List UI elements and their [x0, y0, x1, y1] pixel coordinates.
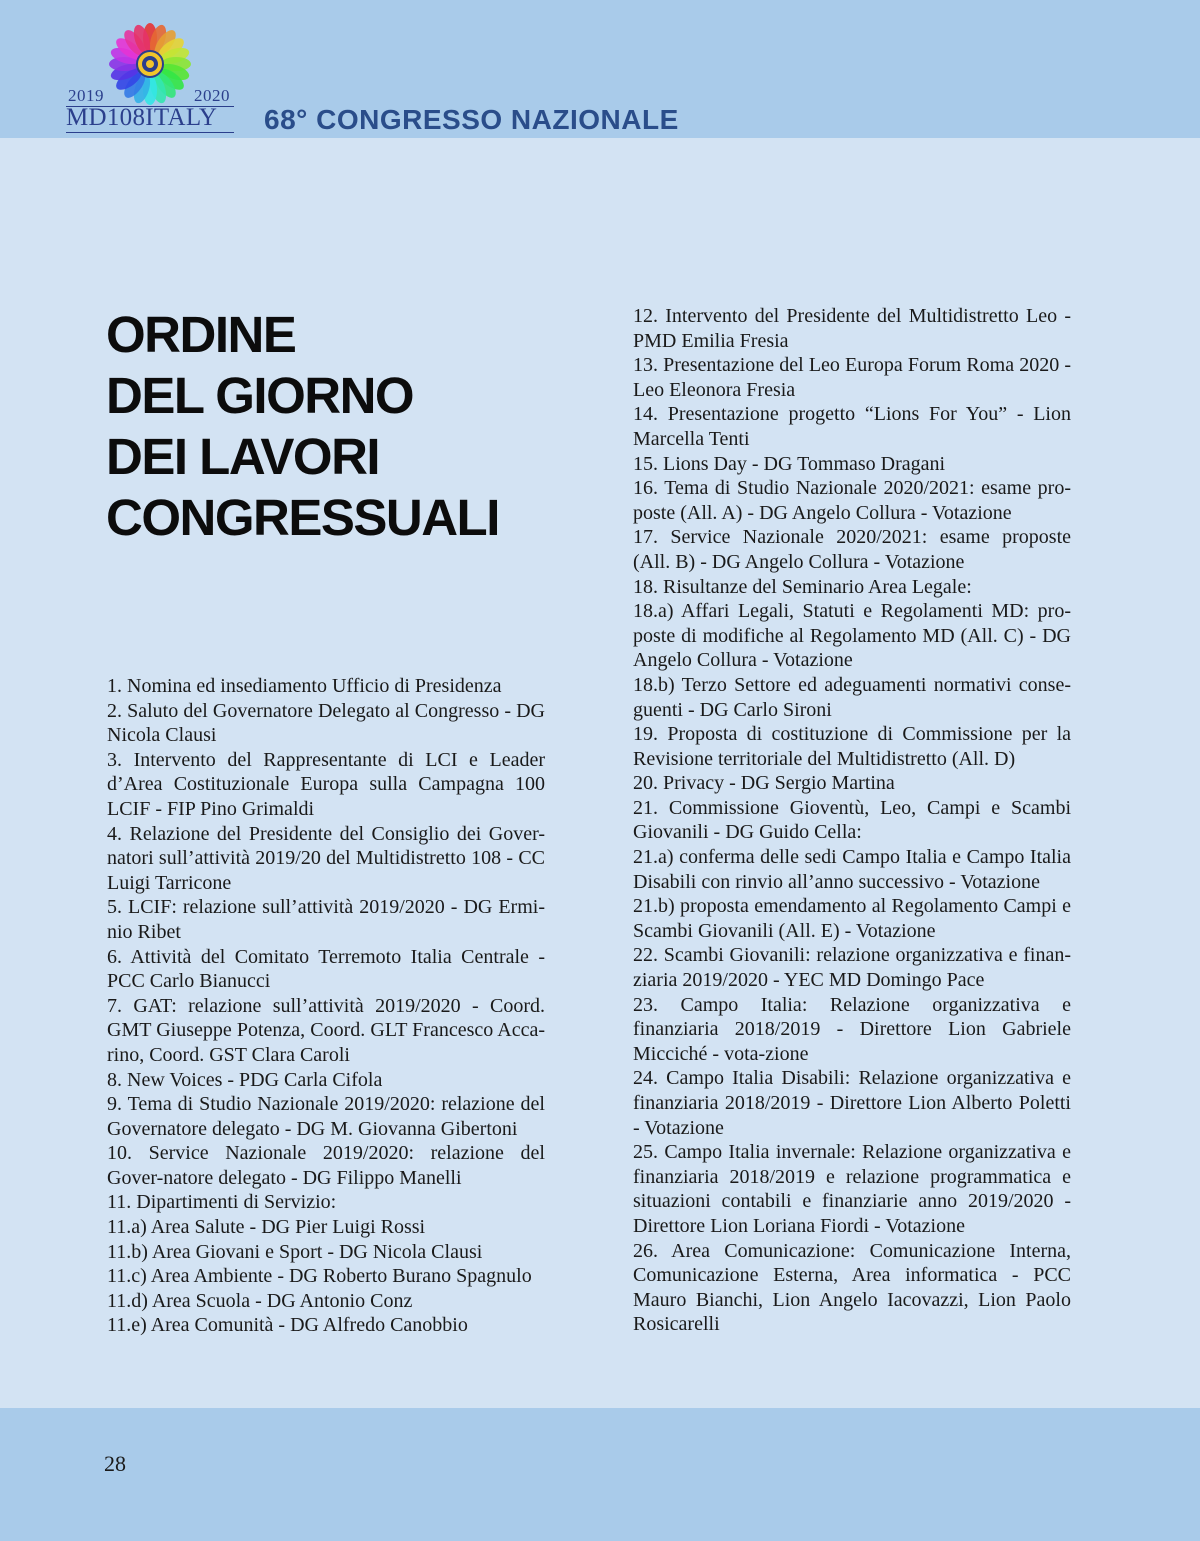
agenda-item: 11.e) Area Comunità - DG Alfredo Canobbio [107, 1314, 468, 1337]
agenda-item: 16. Tema di Studio Nazionale 2020/2021: esame pro-poste (All. A) - DG Angelo Collura - Votazione [633, 477, 1071, 524]
agenda-item: 20. Privacy - DG Sergio Martina [633, 772, 895, 795]
agenda-column-right [633, 304, 1071, 1337]
agenda-item: 11. Dipartimenti di Servizio: [107, 1191, 337, 1214]
page-title-line: ORDINE [106, 306, 296, 363]
agenda-item: 14. Presentazione progetto “Lions For You” - Lion Marcella Tenti [633, 403, 1071, 450]
agenda-item: 2. Saluto del Governatore Delegato al Congresso - DG Nicola Clausi [107, 699, 545, 747]
agenda-item: 21. Commissione Gioventù, Leo, Campi e Scambi Giovanili - DG Guido Cella: [633, 796, 1071, 844]
agenda-item: 18. Risultanze del Seminario Area Legale: [633, 575, 972, 598]
agenda-item: 11.c) Area Ambiente - DG Roberto Burano Spagnulo [107, 1265, 532, 1288]
logo-brand: MD108ITALY [66, 104, 218, 131]
agenda-item: 19. Proposta di costituzione di Commissione per la Revisione territoriale del Multidistretto (All. D) [633, 723, 1071, 770]
agenda-item: 17. Service Nazionale 2020/2021: esame proposte (All. B) - DG Angelo Collura - Votazione [633, 526, 1071, 573]
agenda-item: 3. Intervento del Rappresentante di LCI e Leader d’Area Costituzionale Europa sulla Campagna 100 LCIF - FIP Pino Grimaldi [107, 748, 545, 820]
agenda-item: 6. Attività del Comitato Terremoto Italia Centrale - PCC Carlo Bianucci [107, 945, 545, 993]
agenda-item: 26. Area Comunicazione: Comunicazione Interna, Comunicazione Esterna, Area informatica - PCC Mauro Bianchi, Lion Angelo Iacovazzi, Lion Paolo Rosicarelli [633, 1239, 1071, 1336]
agenda-item: 21.b) proposta emendamento al Regolamento Campi e Scambi Giovanili (All. E) - Votazione [633, 895, 1071, 942]
agenda-item: 9. Tema di Studio Nazionale 2019/2020: relazione del Governatore delegato - DG M. Giovanna Gibertoni [107, 1093, 545, 1140]
agenda-item: 18.b) Terzo Settore ed adeguamenti normativi conse-guenti - DG Carlo Sironi [633, 673, 1071, 721]
page-number: 28 [104, 1451, 126, 1476]
agenda-item: 12. Intervento del Presidente del Multidistretto Leo - PMD Emilia Fresia [633, 305, 1071, 352]
page-title-line: DEI LAVORI [106, 428, 380, 485]
agenda-item: 13. Presentazione del Leo Europa Forum Roma 2020 - Leo Eleonora Fresia [633, 354, 1071, 401]
agenda-item: 11.d) Area Scuola - DG Antonio Conz [107, 1289, 413, 1312]
agenda-item: 25. Campo Italia invernale: Relazione organizzativa e finanziaria 2018/2019 e relazione programmatica e situazioni contabili e finanziarie anno 2019/2020 - Direttore Lion Loriana Fiordi - Votazione [633, 1141, 1071, 1237]
agenda-item: 24. Campo Italia Disabili: Relazione organizzativa e finanziaria 2018/2019 - Direttore Lion Alberto Poletti - Votazione [633, 1067, 1071, 1139]
page-title-line: CONGRESSUALI [106, 489, 499, 546]
agenda-item: 21.a) conferma delle sedi Campo Italia e Campo Italia Disabili con rinvio all’anno successivo - Votazione [633, 846, 1071, 893]
agenda-item: 4. Relazione del Presidente del Consiglio dei Gover-natori sull’attività 2019/20 del Multidistretto 108 - CC Luigi Tarricone [107, 822, 545, 894]
agenda-item: 22. Scambi Giovanili: relazione organizzativa e finan-ziaria 2019/2020 - YEC MD Domingo Pace [633, 944, 1071, 992]
logo-year-start: 2019 [68, 86, 104, 105]
lions-emblem-icon [104, 22, 196, 106]
footer-band [0, 1408, 1200, 1541]
agenda-item: 1. Nomina ed insediamento Ufficio di Presidenza [107, 675, 502, 697]
page-title-line: DEL GIORNO [106, 367, 414, 424]
logo-year-end: 2020 [194, 86, 230, 105]
agenda-item: 11.a) Area Salute - DG Pier Luigi Rossi [107, 1216, 426, 1239]
page-title [106, 304, 586, 548]
agenda-item: 18.a) Affari Legali, Statuti e Regolamenti MD: pro-poste di modifiche al Regolamento MD (All. C) - DG Angelo Collura - Votazione [633, 600, 1071, 672]
agenda-item: 15. Lions Day - DG Tommaso Dragani [633, 452, 946, 475]
congress-title: 68° CONGRESSO NAZIONALE [264, 104, 679, 135]
agenda-item: 7. GAT: relazione sull’attività 2019/2020 - Coord. GMT Giuseppe Potenza, Coord. GLT Francesco Acca-rino, Coord. GST Clara Caroli [107, 994, 545, 1066]
agenda-item: 10. Service Nazionale 2019/2020: relazione del Gover-natore delegato - DG Filippo Manelli [107, 1142, 545, 1189]
agenda-item: 23. Campo Italia: Relazione organizzativa e finanziaria 2018/2019 - Direttore Lion Gabriele Micciché - vota-zione [633, 993, 1071, 1065]
agenda-item: 8. New Voices - PDG Carla Cifola [107, 1068, 383, 1091]
logo-rule-bottom [66, 132, 234, 133]
congress-logo [64, 22, 236, 134]
agenda-column-left [107, 674, 545, 1338]
agenda-item: 5. LCIF: relazione sull’attività 2019/2020 - DG Ermi-nio Ribet [107, 896, 545, 943]
agenda-item: 11.b) Area Giovani e Sport - DG Nicola Clausi [107, 1240, 483, 1263]
